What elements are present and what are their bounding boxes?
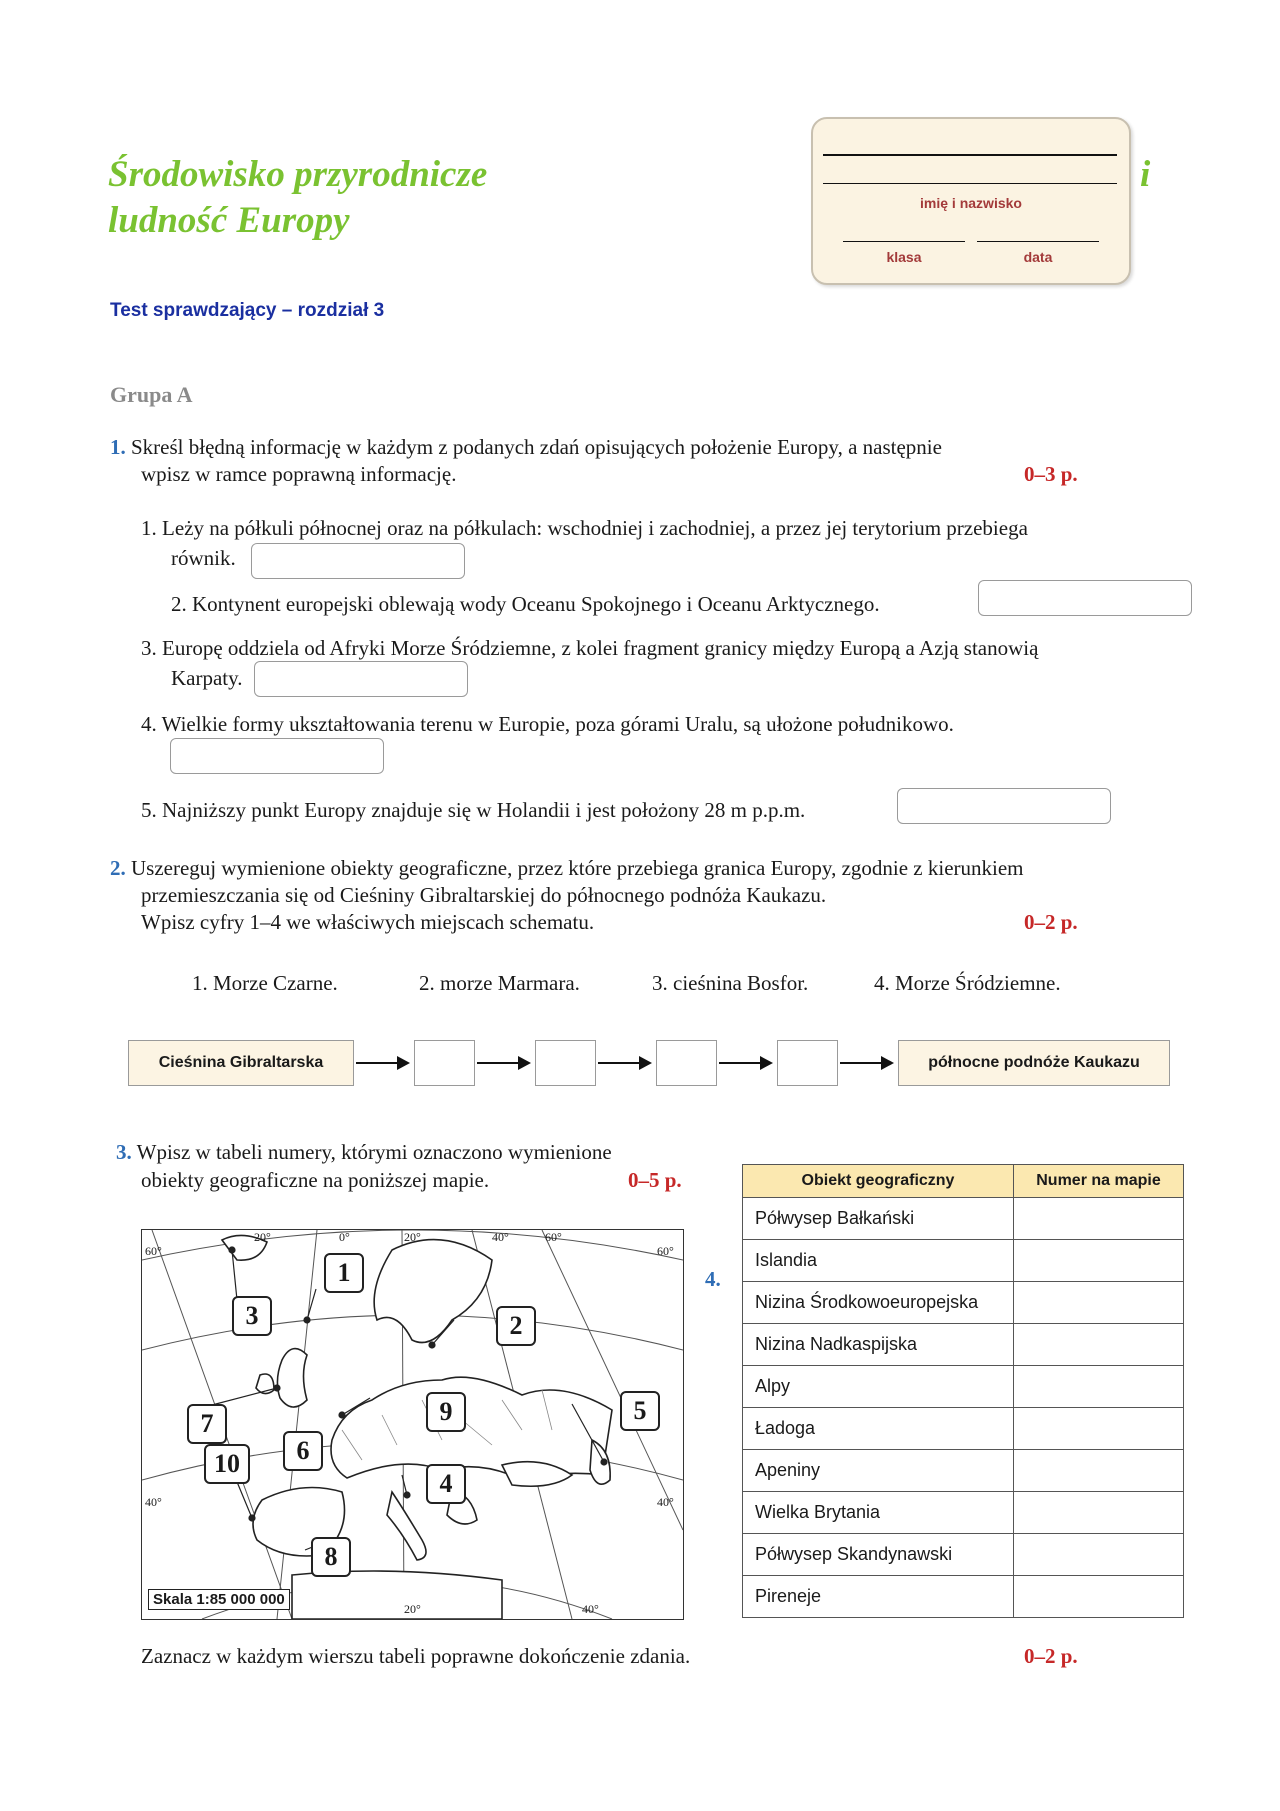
table-cell-number-input[interactable] — [1014, 1534, 1184, 1576]
flow-arrow-5 — [840, 1062, 892, 1064]
q3-number: 3. — [116, 1140, 132, 1164]
date-line[interactable] — [977, 241, 1099, 242]
great-britain-shape — [277, 1349, 307, 1407]
table-cell-number-input[interactable] — [1014, 1450, 1184, 1492]
map-number-6: 6 — [283, 1431, 323, 1471]
name-line-2[interactable] — [823, 183, 1117, 184]
q1-item-5: 5. Najniższy punkt Europy znajduje się w Holandii i jest położony 28 m p.p.m. — [141, 798, 806, 822]
student-id-card — [811, 117, 1131, 285]
flow-start: Cieśnina Gibraltarska — [128, 1040, 354, 1086]
graticule-lon-60e — [542, 1230, 683, 1530]
table-cell-number-input[interactable] — [1014, 1240, 1184, 1282]
q1-text-line-1: Skreśl błędną informację w każdym z podanych zdań opisujących położenie Europy, a następnie — [131, 435, 942, 459]
leader-line-1 — [307, 1289, 316, 1320]
map-number-3: 3 — [232, 1296, 272, 1336]
table-header-row — [743, 1165, 1184, 1198]
table-cell-number-input[interactable] — [1014, 1576, 1184, 1618]
q1-answer-box-4[interactable] — [170, 738, 384, 774]
map-label-lon-20e-bottom: 20° — [404, 1602, 421, 1616]
q1-number: 1. — [110, 435, 126, 459]
title-line-1: Środowisko przyrodnicze — [108, 154, 488, 195]
q2-text-line-3: Wpisz cyfry 1–4 we właściwych miejscach schematu. — [141, 910, 595, 934]
table-cell-object: Islandia — [743, 1240, 1014, 1282]
name-line-1[interactable] — [823, 154, 1117, 156]
objects-table — [742, 1164, 1184, 1618]
scandinavia-shape — [374, 1240, 492, 1343]
q1-answer-box-3[interactable] — [254, 661, 468, 697]
map-label-lat-60e: 60° — [657, 1244, 674, 1258]
flow-arrow-2 — [477, 1062, 529, 1064]
q3-points: 0–5 p. — [628, 1168, 682, 1192]
table-row — [743, 1408, 1184, 1450]
map-label-lat-60w: 60° — [145, 1244, 162, 1258]
leader-line-7 — [212, 1388, 277, 1405]
mainland-shape — [331, 1377, 612, 1480]
q2-text-line-2: przemieszczania się od Cieśniny Gibraltarskiej do północnego podnóża Kaukazu. — [141, 883, 827, 907]
page-title — [108, 152, 487, 244]
q1-answer-box-1[interactable] — [251, 543, 465, 579]
test-subtitle: Test sprawdzający – rozdział 3 — [110, 300, 385, 321]
q1-item-4: 4. Wielkie formy ukształtowania terenu w Europie, poza górami Uralu, są ułożone południkowo. — [141, 712, 954, 736]
q2-option-3: 3. cieśnina Bosfor. — [652, 971, 809, 995]
table-cell-object: Wielka Brytania — [743, 1492, 1014, 1534]
map-label-lon-0: 0° — [339, 1230, 350, 1244]
table-cell-number-input[interactable] — [1014, 1366, 1184, 1408]
table-row — [743, 1282, 1184, 1324]
table-row — [743, 1492, 1184, 1534]
map-number-9: 9 — [426, 1392, 466, 1432]
q3-text-line-2: obiekty geograficzne na poniższej mapie. — [141, 1168, 490, 1192]
map-label-lon-20e: 20° — [404, 1230, 421, 1244]
map-number-5: 5 — [620, 1391, 660, 1431]
leader-dot-7 — [274, 1385, 280, 1391]
flow-slot-3[interactable] — [656, 1040, 717, 1086]
table-row — [743, 1450, 1184, 1492]
map-number-7: 7 — [187, 1404, 227, 1444]
table-cell-number-input[interactable] — [1014, 1198, 1184, 1240]
class-label: klasa — [886, 249, 922, 265]
table-row — [743, 1198, 1184, 1240]
map-number-10: 10 — [204, 1444, 250, 1484]
map-number-8: 8 — [311, 1537, 351, 1577]
q2-number: 2. — [110, 856, 126, 880]
q1-item-3: 3. Europę oddziela od Afryki Morze Śródziemne, z kolei fragment granicy między Europą a Azją stanowią — [141, 636, 1039, 660]
table-cell-object: Półwysep Skandynawski — [743, 1534, 1014, 1576]
table-row — [743, 1576, 1184, 1618]
leader-dot-3 — [229, 1247, 235, 1253]
table-cell-object: Ładoga — [743, 1408, 1014, 1450]
title-conjunction: i — [1140, 154, 1151, 195]
q1-item-1-line-2: równik. — [171, 546, 236, 570]
map-label-lon-40e-bottom: 40° — [582, 1602, 599, 1616]
map-number-4: 4 — [426, 1464, 466, 1504]
leader-dot-5 — [601, 1459, 607, 1465]
map-number-2: 2 — [496, 1306, 536, 1346]
q2-option-4: 4. Morze Śródziemne. — [874, 971, 1061, 995]
table-cell-object: Nizina Środkowoeuropejska — [743, 1282, 1014, 1324]
table-cell-object: Nizina Nadkaspijska — [743, 1324, 1014, 1366]
q2-option-2: 2. morze Marmara. — [419, 971, 580, 995]
north-africa-shape — [292, 1571, 502, 1619]
table-row — [743, 1534, 1184, 1576]
flow-slot-4[interactable] — [777, 1040, 838, 1086]
flow-slot-1[interactable] — [414, 1040, 475, 1086]
flow-arrow-1 — [356, 1062, 408, 1064]
q1-item-3-line-2: Karpaty. — [171, 666, 243, 690]
q2-text-line-1: Uszereguj wymienione obiekty geograficzne, przez które przebiega granica Europy, zgodnie z kierunkiem — [131, 856, 1024, 880]
class-line[interactable] — [843, 241, 965, 242]
map-label-lon-60e: 60° — [545, 1230, 562, 1244]
flow-end: północne podnóże Kaukazu — [898, 1040, 1170, 1086]
flow-arrow-4 — [719, 1062, 771, 1064]
group-label: Grupa A — [110, 382, 193, 407]
map-number-1: 1 — [324, 1253, 364, 1293]
title-line-2: ludność Europy — [108, 200, 350, 241]
table-row — [743, 1324, 1184, 1366]
table-row — [743, 1366, 1184, 1408]
leader-dot-1 — [304, 1317, 310, 1323]
map-label-lon-40e: 40° — [492, 1230, 509, 1244]
table-cell-number-input[interactable] — [1014, 1324, 1184, 1366]
table-cell-object: Półwysep Bałkański — [743, 1198, 1014, 1240]
map-label-lat-40e: 40° — [657, 1495, 674, 1509]
q1-instruction — [110, 434, 942, 461]
leader-dot-4 — [404, 1492, 410, 1498]
table-row — [743, 1240, 1184, 1282]
name-label: imię i nazwisko — [920, 195, 1022, 211]
q3-text-line-1: Wpisz w tabeli numery, którymi oznaczono wymienione — [136, 1140, 612, 1164]
table-cell-object: Alpy — [743, 1366, 1014, 1408]
q1-answer-box-5[interactable] — [897, 788, 1111, 824]
europe-map — [141, 1229, 684, 1620]
q1-item-2: 2. Kontynent europejski oblewają wody Oceanu Spokojnego i Oceanu Arktycznego. — [171, 592, 880, 616]
q1-points: 0–3 p. — [1024, 462, 1078, 486]
table-cell-object: Apeniny — [743, 1450, 1014, 1492]
q1-text-line-2: wpisz w ramce poprawną informację. — [141, 462, 457, 486]
table-cell-number-input[interactable] — [1014, 1282, 1184, 1324]
table-cell-object: Pireneje — [743, 1576, 1014, 1618]
q2-instruction — [110, 855, 1024, 882]
map-label-lat-40w: 40° — [145, 1495, 162, 1509]
flow-slot-2[interactable] — [535, 1040, 596, 1086]
table-cell-number-input[interactable] — [1014, 1492, 1184, 1534]
flow-arrow-3 — [598, 1062, 650, 1064]
table-header-number: Numer na mapie — [1014, 1165, 1184, 1198]
map-scale: Skala 1:85 000 000 — [148, 1589, 290, 1610]
date-label: data — [1023, 249, 1053, 265]
table-cell-number-input[interactable] — [1014, 1408, 1184, 1450]
q1-answer-box-2[interactable] — [978, 580, 1192, 616]
q3-instruction — [116, 1139, 612, 1166]
leader-dot-10 — [249, 1515, 255, 1521]
table-header-object: Obiekt geograficzny — [743, 1165, 1014, 1198]
map-label-lon-20w: 20° — [254, 1230, 271, 1244]
q2-points: 0–2 p. — [1024, 910, 1078, 934]
q4-instruction: Zaznacz w każdym wierszu tabeli poprawne dokończenie zdania. — [141, 1644, 691, 1668]
leader-dot-2 — [429, 1342, 435, 1348]
italy-shape — [387, 1492, 426, 1560]
q1-item-1: 1. Leży na półkuli północnej oraz na półkulach: wschodniej i zachodniej, a przez jej terytorium przebiega — [141, 516, 1028, 540]
leader-dot-9 — [339, 1412, 345, 1418]
q4-points: 0–2 p. — [1024, 1644, 1078, 1668]
q4-number: 4. — [705, 1267, 721, 1291]
q2-option-1: 1. Morze Czarne. — [192, 971, 338, 995]
